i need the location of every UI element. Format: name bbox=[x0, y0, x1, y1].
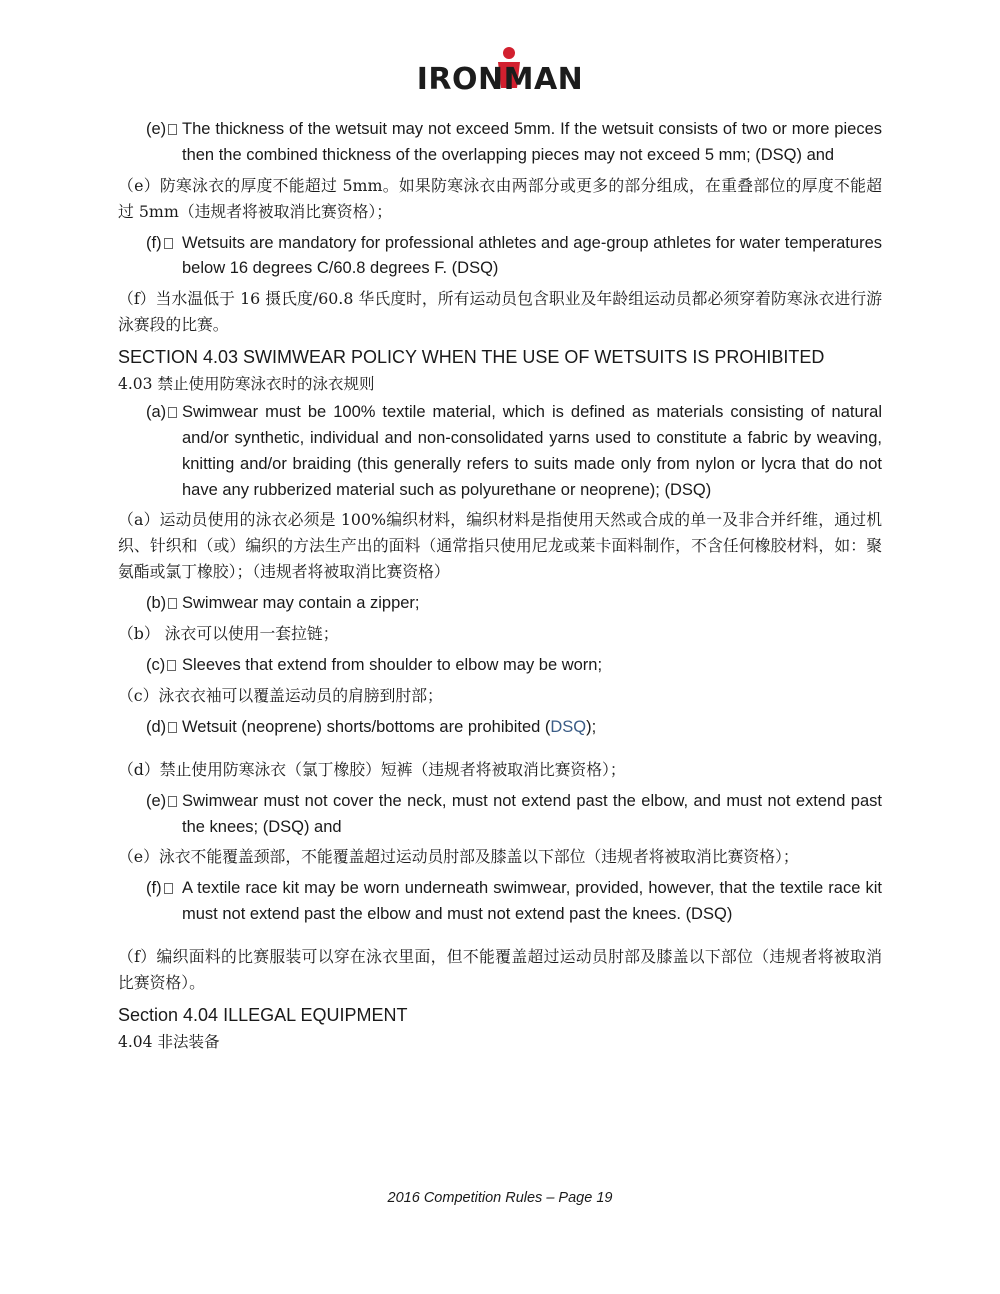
rule-4-02-e-zh: （e）防寒泳衣的厚度不能超过 5mm。如果防寒泳衣由两部分或更多的部分组成，在重叠部位的厚度不能超过 5mm（违规者将被取消比赛资格）； bbox=[118, 175, 882, 221]
rule-marker: (c) bbox=[146, 653, 176, 679]
rule-text: Wetsuits are mandatory for professional athletes and age-group athletes for water temperatures below 16 degrees C/60.8 degrees F. (DSQ) bbox=[182, 233, 882, 278]
rule-marker: (e) bbox=[146, 789, 177, 815]
rule-4-02-f bbox=[118, 231, 882, 283]
rule-marker: (d) bbox=[146, 715, 177, 741]
section-4-03-heading-zh: 4.03 禁止使用防寒泳衣时的泳衣规则 bbox=[118, 375, 375, 394]
rule-4-02-e bbox=[118, 117, 882, 169]
page-footer: 2016 Competition Rules – Page 19 bbox=[387, 1190, 613, 1206]
rule-4-03-f bbox=[118, 876, 882, 928]
rule-4-03-f-zh: （f）编织面料的比赛服装可以穿在泳衣里面，但不能覆盖超过运动员肘部及膝盖以下部位（违规者将被取消比赛资格）。 bbox=[118, 946, 882, 992]
rule-text: Swimwear must not cover the neck, must not extend past the elbow, and must not extend past the knees; (DSQ) and bbox=[182, 791, 882, 836]
section-4-03-heading: SECTION 4.03 SWIMWEAR POLICY WHEN THE USE OF WETSUITS IS PROHIBITED bbox=[118, 347, 825, 368]
dsq-link[interactable]: DSQ bbox=[550, 717, 587, 736]
section-4-04-heading: Section 4.04 ILLEGAL EQUIPMENT bbox=[118, 1004, 408, 1025]
rule-text: Swimwear must be 100% textile material, which is defined as materials consisting of natural and/or synthetic, individual and non-consolidated yarns used to constitute a fabric by weaving, knitting and/or braiding (this generally refers to suits made only from nylon or lycra that do not have any rubberized material such as polyurethane or neoprene); (DSQ) bbox=[182, 403, 882, 499]
rule-4-03-b-zh: （b） 泳衣可以使用一套拉链； bbox=[118, 624, 339, 644]
box-glyph-icon bbox=[164, 883, 173, 894]
rule-marker: (b) bbox=[146, 591, 177, 617]
rule-4-03-b bbox=[118, 591, 882, 617]
rule-text-post: ); bbox=[586, 717, 597, 736]
rule-4-03-a-zh: （a）运动员使用的泳衣必须是 100%编织材料，编织材料是指使用天然或合成的单一及非合并纤维，通过机织、针织和（或）编织的方法生产出的面料（通常指只使用尼龙或莱卡面料制作，不含任何橡胶材料，如：聚氨酯或氯丁橡胶）；（违规者将被取消比赛资格） bbox=[118, 510, 882, 582]
rule-marker: (e) bbox=[146, 117, 177, 143]
rule-4-03-e bbox=[118, 789, 882, 841]
rule-text: The thickness of the wetsuit may not exceed 5mm. If the wetsuit consists of two or more pieces then the combined thickness of the overlapping pieces may not exceed 5 mm; (DSQ) and bbox=[182, 120, 882, 164]
rule-marker: (a) bbox=[146, 400, 177, 426]
rule-4-03-c-zh: （c）泳衣衣袖可以覆盖运动员的肩膀到肘部； bbox=[118, 685, 443, 705]
rule-4-03-c bbox=[118, 653, 882, 679]
rule-text: Sleeves that extend from shoulder to elbow may be worn; bbox=[182, 656, 603, 675]
rule-4-03-a bbox=[118, 400, 882, 503]
spacer bbox=[118, 932, 882, 944]
spacer bbox=[118, 745, 882, 757]
box-glyph-icon bbox=[168, 598, 177, 609]
logo-text: IRONMAN bbox=[416, 62, 584, 96]
box-glyph-icon bbox=[168, 124, 177, 135]
rule-text: Swimwear may contain a zipper; bbox=[182, 594, 420, 613]
page-content bbox=[118, 117, 882, 1058]
ironman-logo-graphic bbox=[408, 44, 592, 96]
ironman-logo bbox=[0, 44, 1000, 96]
box-glyph-icon bbox=[168, 796, 177, 807]
section-4-04-heading-zh: 4.04 非法装备 bbox=[118, 1032, 220, 1051]
rule-4-02-f-zh: （f）当水温低于 16 摄氏度/60.8 华氏度时，所有运动员包含职业及年龄组运动员都必须穿着防寒泳衣进行游泳赛段的比赛。 bbox=[118, 289, 882, 335]
rule-marker: (f) bbox=[146, 231, 173, 257]
box-glyph-icon bbox=[168, 722, 177, 733]
rule-marker: (f) bbox=[146, 876, 173, 902]
rule-4-03-e-zh: （e）泳衣不能覆盖颈部，不能覆盖超过运动员肘部及膝盖以下部位（违规者将被取消比赛资格）； bbox=[118, 847, 799, 867]
box-glyph-icon bbox=[164, 238, 173, 249]
rule-4-03-d bbox=[118, 715, 882, 741]
rule-4-03-d-zh: （d）禁止使用防寒泳衣（氯丁橡胶）短裤（违规者将被取消比赛资格）； bbox=[118, 759, 626, 779]
rule-text: A textile race kit may be worn underneath swimwear, provided, however, that the textile race kit must not extend past the elbow and must not extend past the knees. (DSQ) bbox=[182, 879, 882, 924]
box-glyph-icon bbox=[167, 660, 176, 671]
rule-text-pre: Wetsuit (neoprene) shorts/bottoms are prohibited ( bbox=[182, 717, 551, 736]
box-glyph-icon bbox=[168, 407, 177, 418]
